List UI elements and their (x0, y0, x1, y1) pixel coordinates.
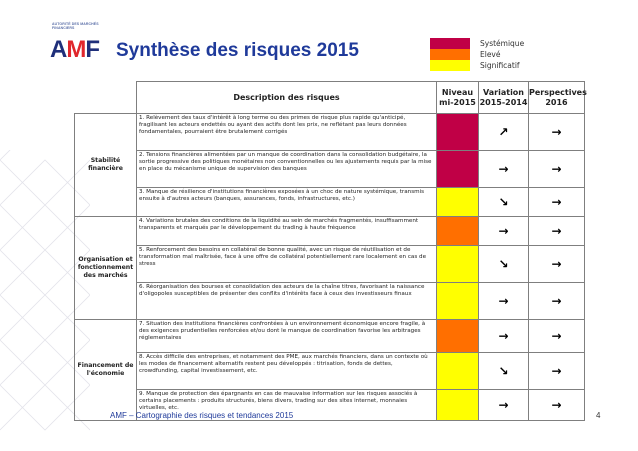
arrow-right-icon: → (551, 195, 562, 209)
category-label-line: l'économie (86, 370, 125, 377)
outlook-cell (529, 283, 585, 320)
header-level-line2: mi-2015 (439, 97, 476, 107)
header-blank (75, 82, 137, 114)
legend-label-eleve: Elevé (480, 50, 501, 59)
header-variation-line1: Variation (483, 87, 524, 97)
risk-table (74, 81, 585, 421)
header-outlook-line2: 2016 (545, 97, 568, 107)
arrow-right-icon: → (551, 329, 562, 343)
category-financement (75, 320, 137, 421)
table-row (75, 283, 585, 320)
table-row (75, 151, 585, 188)
arrow-right-icon: → (498, 224, 509, 238)
table-header-row (75, 82, 585, 114)
category-label-line: Financement de (77, 362, 134, 369)
header-variation (479, 82, 529, 114)
arrow-right-icon: → (498, 162, 509, 176)
legend-label-systemique: Systémique (480, 39, 525, 48)
legend-swatch-systemique (430, 38, 470, 49)
table-row (75, 217, 585, 246)
variation-cell (479, 390, 529, 421)
arrow-down-right-icon: ↘ (498, 195, 509, 209)
variation-cell (479, 114, 529, 151)
outlook-cell (529, 320, 585, 353)
risk-level-cell (437, 283, 479, 320)
arrow-right-icon: → (551, 257, 562, 271)
logo-letter-m: M (66, 36, 86, 63)
slide-title: Synthèse des risques 2015 (116, 40, 359, 61)
header-level (437, 82, 479, 114)
risk-level-cell (437, 217, 479, 246)
legend-label-significatif: Significatif (480, 61, 520, 70)
table-row (75, 320, 585, 353)
page-number: 4 (596, 411, 601, 420)
risk-description: 1. Relèvement des taux d'intérêt à long terme ou des primes de risque plus rapide qu'anticipé, fragilisant les acteurs endettés ou ayant des actifs dont les prix, ne reflétant pas leurs données fondamentales, pourraient être brutalement corrigés (137, 114, 437, 151)
variation-cell (479, 353, 529, 390)
risk-level-cell (437, 188, 479, 217)
risk-level-cell (437, 246, 479, 283)
risk-description: 4. Variations brutales des conditions de la liquidité au sein de marchés fragmentés, insuffisamment transparents et marqués par le développement du trading à haute fréquence (137, 217, 437, 246)
arrow-right-icon: → (498, 329, 509, 343)
table-row (75, 246, 585, 283)
variation-cell (479, 283, 529, 320)
risk-level-cell (437, 353, 479, 390)
category-label-line: des marchés (83, 272, 128, 279)
arrow-down-right-icon: ↘ (498, 364, 509, 378)
header-variation-line2: 2015-2014 (479, 97, 528, 107)
risk-level-cell (437, 114, 479, 151)
logo-letter-a: A (50, 36, 67, 63)
category-label-line: fonctionnement (77, 264, 134, 271)
outlook-cell (529, 246, 585, 283)
header-outlook (529, 82, 585, 114)
outlook-cell (529, 390, 585, 421)
risk-description: 7. Situation des institutions financières confrontées à un environnement économique encore fragile, à des exigences prudentielles renforcées et/ou dont le manque de coordination favorise les arbitrages réglementaires (137, 320, 437, 353)
logo-letter-f: F (85, 36, 100, 63)
category-organisation (75, 217, 137, 320)
variation-cell (479, 320, 529, 353)
footer-text: AMF – Cartographie des risques et tendances 2015 (110, 411, 294, 420)
risk-level-cell (437, 151, 479, 188)
table-row (75, 188, 585, 217)
header-description: Description des risques (137, 82, 437, 114)
variation-cell (479, 217, 529, 246)
risk-description: 5. Renforcement des besoins en collatéral de bonne qualité, avec un risque de réutilisation et de transformation mal maîtrisée, face à une offre de collatéral potentiellement rare localement en cas de stress (137, 246, 437, 283)
arrow-down-right-icon: ↘ (498, 257, 509, 271)
risk-description: 9. Manque de protection des épargnants en cas de mauvaise information sur les risques associés à certains placements : produits structurés, biens divers, trading sur des sites internet, monnaies virtuelles, etc. (137, 390, 437, 421)
arrow-right-icon: → (551, 224, 562, 238)
arrow-right-icon: → (551, 398, 562, 412)
variation-cell (479, 188, 529, 217)
logo-caption: AUTORITÉ DES MARCHÉS FINANCIERS (52, 22, 99, 30)
risk-level-cell (437, 390, 479, 421)
outlook-cell (529, 114, 585, 151)
category-stabilite (75, 114, 137, 217)
arrow-up-right-icon: ↗ (498, 125, 509, 139)
risk-description: 3. Manque de résilience d'institutions financières exposées à un choc de nature systémique, transmis ensuite à d'autres acteurs (banques, assurances, fonds, infrastructures, etc.) (137, 188, 437, 217)
arrow-right-icon: → (551, 294, 562, 308)
category-label-line: financière (88, 165, 123, 172)
header-level-line1: Niveau (441, 87, 474, 97)
arrow-right-icon: → (551, 125, 562, 139)
risk-description: 2. Tensions financières alimentées par un manque de coordination dans la consolidation budgétaire, la sortie progressive des politiques monétaires non conventionnelles ou les ajustements requis par la mise en place du mécanisme unique de supervision des banques (137, 151, 437, 188)
outlook-cell (529, 217, 585, 246)
risk-level-cell (437, 320, 479, 353)
variation-cell (479, 246, 529, 283)
category-label-line: Organisation et (78, 256, 133, 263)
risk-description: 6. Réorganisation des bourses et consolidation des acteurs de la chaîne titres, favorisant la naissance d'oligopoles susceptibles de présenter des conflits d'intérêts face à ceux des investisseurs finaux (137, 283, 437, 320)
arrow-right-icon: → (551, 162, 562, 176)
risk-description: 8. Accès difficile des entreprises, et notamment des PME, aux marchés financiers, dans un contexte où les modes de financement alternatifs restent peu développés : titrisation, fonds de dettes, crowdfunding, capital investissement, etc. (137, 353, 437, 390)
outlook-cell (529, 151, 585, 188)
amf-logo (50, 36, 99, 64)
header-outlook-line1: Perspectives (529, 87, 587, 97)
table-row (75, 114, 585, 151)
outlook-cell (529, 188, 585, 217)
arrow-right-icon: → (551, 364, 562, 378)
legend-swatch-significatif (430, 60, 470, 71)
legend-swatch-eleve (430, 49, 470, 60)
arrow-right-icon: → (498, 398, 509, 412)
variation-cell (479, 151, 529, 188)
outlook-cell (529, 353, 585, 390)
table-row (75, 353, 585, 390)
arrow-right-icon: → (498, 294, 509, 308)
category-label-line: Stabilité (90, 157, 121, 164)
